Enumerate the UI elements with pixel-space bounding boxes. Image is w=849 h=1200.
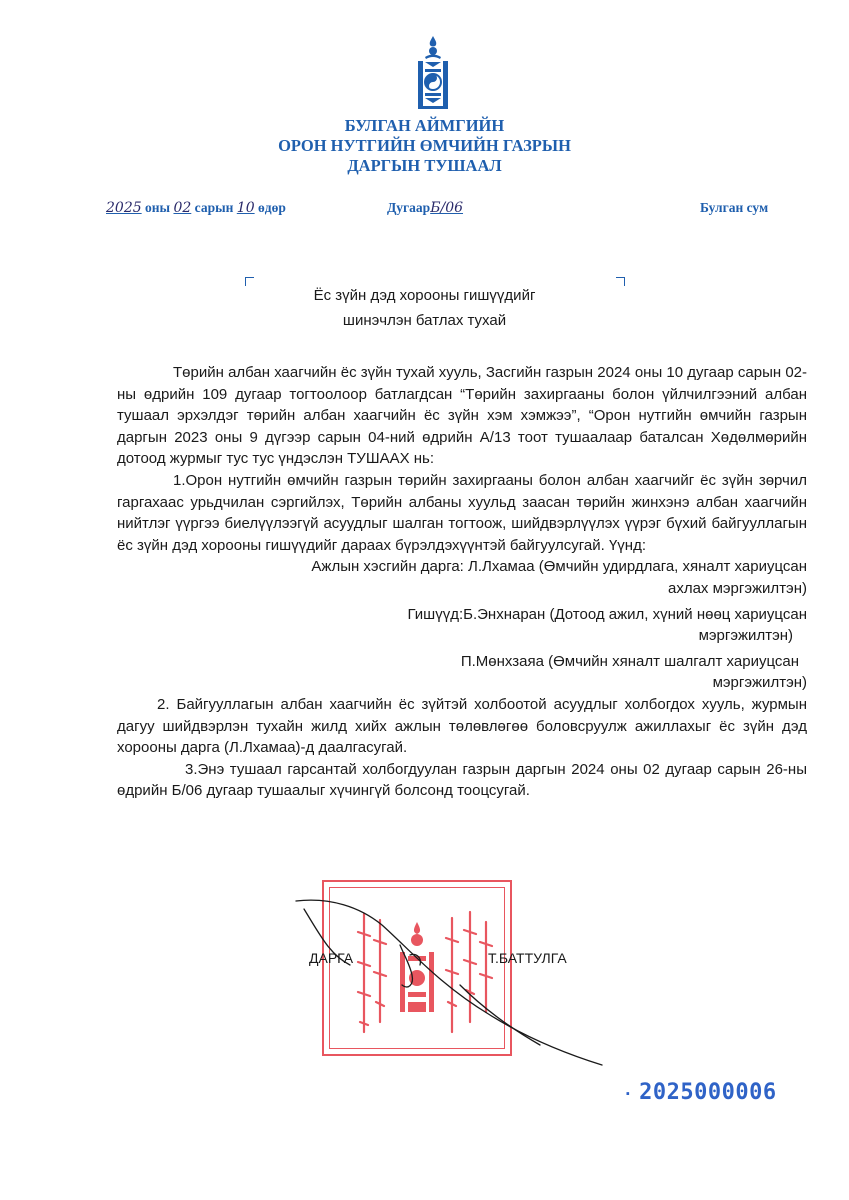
- subject-line-2: шинэчлэн батлах тухай: [342, 312, 507, 329]
- member-2-line-2: мэргэжилтэн): [698, 627, 793, 645]
- signature-name: Т.БАТТУЛГА: [488, 950, 567, 966]
- preamble-paragraph: Төрийн албан хаагчийн ёс зүйн тухай хууль, Засгийн газрын 2024 оны 10 дугаар сарын 02-ны өдрийн 109 дугаар тогтоолоор батлагдсан “Төрийн захиргааны болон үйлчилгээний албан тушаал эрхэлдэг төрийн албан хаагчийн ёс зүйн хэм хэмжээ”, “Орон нутгийн өмчийн газрын даргын 2023 оны 9 дүгээр сарын 04-ний өдрийн А/13 тоот тушаалаар баталсан Хөдөлмөрийн дотоод журмыг тус тус үндэслэн ТУШААХ нь:: [117, 364, 807, 468]
- member-1-line-1: Ажлын хэсгийн дарга: Л.Лхамаа (Өмчийн удирдлага, хяналт хариуцсан: [311, 558, 807, 576]
- soyombo-emblem: [412, 34, 454, 110]
- number-label: Дугаар: [387, 200, 431, 215]
- document-header: [0, 116, 849, 176]
- order-number: [387, 200, 463, 216]
- year-handwritten: 2025: [106, 200, 142, 216]
- clause-1: 1.Орон нутгийн өмчийн газрын төрийн захиргааны болон албан хаагчийг ёс зүйн зөрчил гаргахаас урьдчилан сэргийлэх, Төрийн албаны хуульд заасан төрийн жинхэнэ албан хаагчийн нийтлэг үүргээ биелүүлээгүй асуудлыг шалган тогтоож, шийдвэрлүүлэх үүрэг бүхий байгууллагын ёс зүйн дэд хорооны гишүүдийг дараах бүрэлдэхүүнтэй байгуулсугай. Үүнд:: [117, 471, 807, 554]
- document-body: [117, 362, 807, 802]
- member-3-line-1: П.Мөнхзаяа (Өмчийн хяналт шалгалт хариуцсан: [460, 652, 799, 670]
- member-1-line-2: ахлах мэргэжилтэн): [667, 579, 807, 597]
- header-line-2: ОРОН НУТГИЙН ӨМЧИЙН ГАЗРЫН: [278, 136, 571, 155]
- member-3-line-2: мэргэжилтэн): [712, 674, 807, 692]
- handwritten-signature: [290, 895, 610, 1070]
- month-handwritten: 02: [173, 200, 192, 216]
- document-subject: [0, 283, 849, 333]
- registration-dot: ·: [623, 1083, 634, 1103]
- year-label: оны: [145, 200, 171, 215]
- clause-2: 2. Байгууллагын албан хаагчийн ёс зүйтэй холбоотой асуудлыг холбогдох хууль, журмын дагуу шийдвэрлэн тухайн жилд хийх ажлын төлөвлөгөө боловсруулж ажиллахыг ёс зүйн дэд хорооны дарга (Л.Лхамаа)-д даалгасугай.: [117, 695, 807, 757]
- member-2-line-1: Гишүүд:Б.Энхнаран (Дотоод ажил, хүний нөөц хариуцсан: [407, 605, 807, 623]
- day-label: өдөр: [257, 200, 286, 215]
- day-handwritten: 10: [236, 200, 255, 216]
- clause-3: 3.Энэ тушаал гарсантай холбогдуулан газрын даргын 2024 оны 02 дугаар сарын 26-ны өдрийн Б/06 дугаар тушаалыг хүчингүй болсонд тооцсугай.: [117, 760, 807, 800]
- number-handwritten: Б/06: [430, 200, 464, 216]
- date-line: [106, 200, 286, 216]
- header-line-1: БУЛГАН АЙМГИЙН: [344, 116, 505, 135]
- registration-number: [623, 1080, 777, 1105]
- month-label: сарын: [194, 200, 234, 215]
- registration-number-value: 2025000006: [639, 1080, 777, 1105]
- header-line-3: ДАРГЫН ТУШААЛ: [347, 156, 502, 175]
- subject-line-1: Ёс зүйн дэд хорооны гишүүдийг: [313, 287, 536, 304]
- place-name: Булган сум: [700, 200, 769, 215]
- signature-title: ДАРГА: [309, 950, 354, 966]
